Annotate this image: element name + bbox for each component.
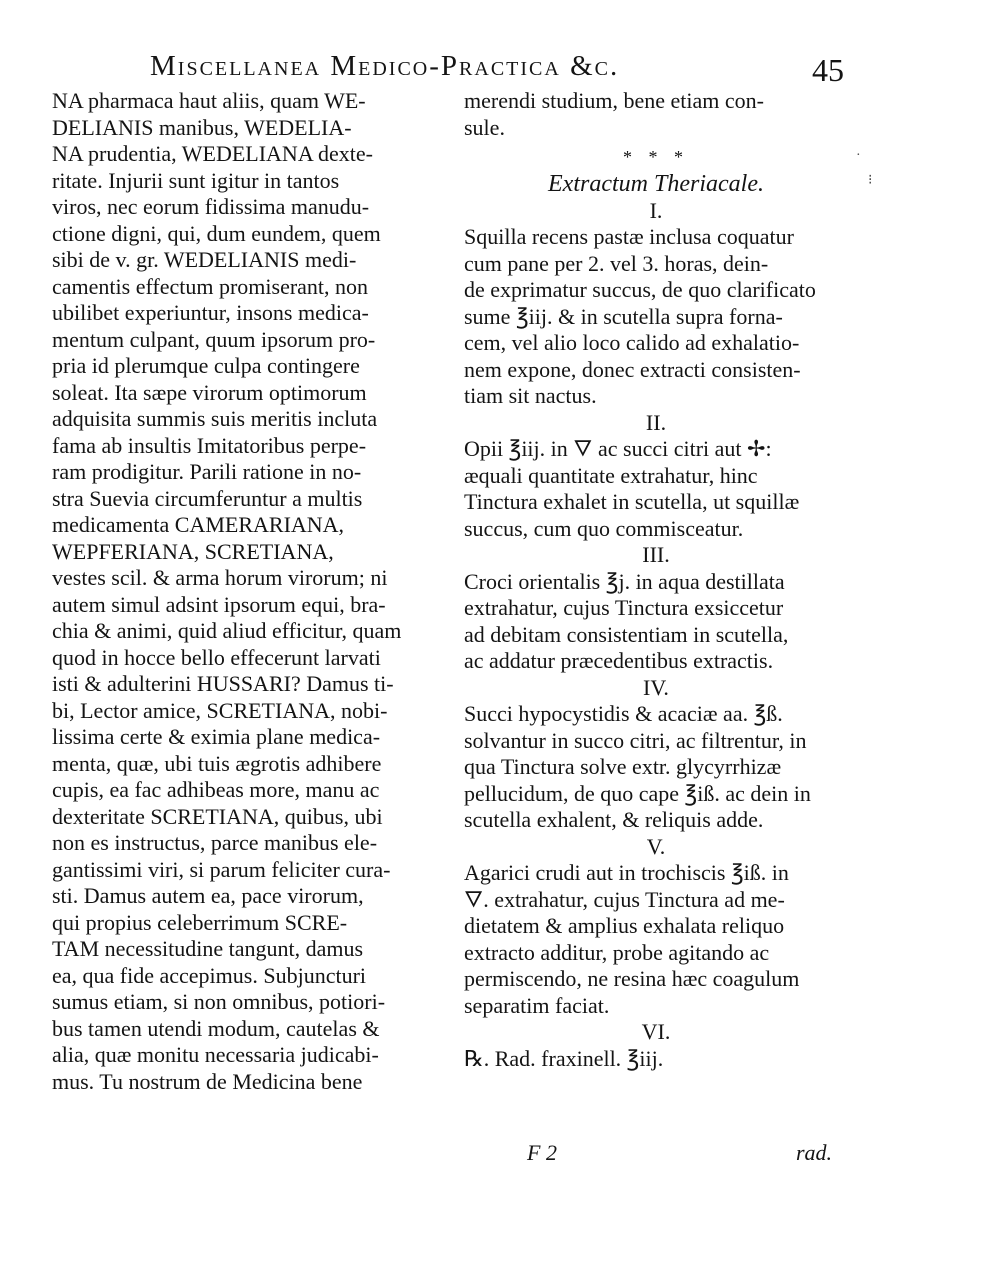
recipe-line: permiscendo, ne resina hæc coagulum — [464, 966, 800, 991]
text-line: chia & animi, quid aliud efficitur, quam — [52, 618, 402, 643]
recipe-line: separatim faciat. — [464, 992, 610, 1018]
running-head: Miscellanea Medico-Practica &c. — [150, 50, 620, 82]
recipe-line: 🜄. extrahatur, cujus Tinctura ad me- — [464, 886, 785, 912]
recipe-line: ac addatur præcedentibus extractis. — [464, 648, 774, 673]
recipe-line: dietatem & amplius exhalata reliquo — [464, 913, 785, 938]
text-line: soleat. Ita sæpe virorum optimorum — [52, 379, 367, 405]
signature-mark: F 2 — [527, 1140, 557, 1165]
text-line: isti & adulterini HUSSARI? Damus ti- — [52, 671, 394, 696]
text-line: ea, qua fide accepimus. Subjuncturi — [52, 962, 367, 988]
text-line: autem simul adsint ipsorum equi, bra- — [52, 591, 386, 617]
text-line: bus tamen utendi modum, cautelas & — [52, 1015, 380, 1041]
section-numeral: III. — [642, 542, 670, 567]
recipe-line: Succi hypocystidis & acaciæ aa. ℥ß. — [464, 701, 783, 726]
recipe-line: pellucidum, de quo cape ℥iß. ac dein in — [464, 780, 811, 806]
text-line: NA prudentia, WEDELIANA dexte- — [52, 141, 373, 166]
asterism: * * * — [623, 147, 689, 167]
recipe-line: ad debitam consistentiam in scutella, — [464, 621, 789, 647]
recipe-line: ℞. Rad. fraxinell. ℥iij. — [464, 1045, 664, 1071]
margin-mark: ⁝ — [868, 173, 873, 188]
recipe-line: succus, cum quo commisceatur. — [464, 515, 744, 541]
text-line: WEPFERIANA, SCRETIANA, — [52, 538, 334, 564]
page-number: 45 — [812, 52, 844, 88]
text-line: stra Suevia circumferuntur a multis — [52, 485, 363, 511]
text-line: fama ab insultis Imitatoribus perpe- — [52, 432, 367, 458]
text-line: non es instructus, parce manibus ele- — [52, 830, 378, 855]
recipe-line: sume ℥iij. & in scutella supra forna- — [464, 303, 783, 329]
text-line: ritate. Injurii sunt igitur in tantos — [52, 167, 340, 193]
recipe-line: tiam sit nactus. — [464, 383, 597, 408]
text-line: sumus etiam, si non omnibus, potiori- — [52, 989, 386, 1014]
text-line: qui propius celeberrimum SCRE- — [52, 909, 348, 935]
section-numeral: I. — [649, 197, 663, 223]
text-line: bi, Lector amice, SCRETIANA, nobi- — [52, 697, 388, 723]
text-line: ctione digni, qui, dum eundem, quem — [52, 220, 381, 246]
recipe-line: Agarici crudi aut in trochiscis ℥iß. in — [464, 860, 789, 885]
text-line: viros, nec eorum fidissima manudu- — [52, 194, 370, 219]
recipe-line: cem, vel alio loco calido ad exhalatio- — [464, 330, 800, 355]
text-line: cupis, ea fac adhibeas more, manu ac — [52, 777, 380, 802]
section-numeral: V. — [646, 833, 666, 859]
text-line: quod in hocce bello effecerunt larvati — [52, 644, 381, 670]
text-line: DELIANIS manibus, WEDELIA- — [52, 114, 352, 140]
recipe-line: extracto additur, probe agitando ac — [464, 939, 770, 965]
catchword: rad. — [796, 1140, 833, 1165]
recipe-line: æquali quantitate extrahatur, hinc — [464, 462, 758, 488]
text-line: mus. Tu nostrum de Medicina bene — [52, 1068, 363, 1094]
margin-mark: · — [856, 148, 861, 163]
text-line: menta, quæ, ubi tuis ægrotis adhibere — [52, 750, 382, 776]
section-numeral: VI. — [641, 1019, 671, 1044]
recipe-line: Tinctura exhalet in scutella, ut squillæ — [464, 489, 800, 514]
recipe-line: Squilla recens pastæ inclusa coquatur — [464, 224, 794, 249]
section-numeral: II. — [645, 409, 667, 435]
recipe-line: extrahatur, cujus Tinctura exsiccetur — [464, 595, 784, 620]
left-column — [52, 88, 448, 1095]
recipe-line: cum pane per 2. vel 3. horas, dein- — [464, 250, 769, 276]
text-line: TAM necessitudine tangunt, damus — [52, 936, 364, 961]
text-line: sti. Damus autem ea, pace virorum, — [52, 883, 364, 908]
text-line: lissima certe & eximia plane medica- — [52, 724, 381, 749]
recipe-line: de exprimatur succus, de quo clarificato — [464, 277, 816, 302]
recipe-line: Croci orientalis ℥j. in aqua destillata — [464, 568, 785, 594]
text-line: sibi de v. gr. WEDELIANIS medi- — [52, 247, 357, 272]
text-line: NA pharmaca haut aliis, quam WE- — [52, 88, 366, 113]
recipe-line: scutella exhalent, & reliquis adde. — [464, 807, 764, 832]
text-line: adquisita summis suis meritis incluta — [52, 406, 378, 431]
recipe-line: nem expone, donec extracti consisten- — [464, 356, 801, 382]
right-column — [464, 88, 848, 1072]
text-line: camentis effectum promiserant, non — [52, 273, 369, 299]
intro-line: sule. — [464, 114, 505, 140]
section-numeral: IV. — [643, 674, 669, 700]
text-line: ram prodigitur. Parili ratione in no- — [52, 459, 362, 484]
intro-line: merendi studium, bene etiam con- — [464, 88, 764, 113]
section-heading: Extractum Theriacale. — [548, 171, 764, 197]
text-line: gantissimi viri, si parum feliciter cura- — [52, 856, 391, 882]
text-line: medicamenta CAMERARIANA, — [52, 512, 345, 537]
recipe-line: solvantur in succo citri, ac filtrentur, in — [464, 727, 807, 753]
text-line: pria id plerumque culpa contingere — [52, 353, 360, 378]
recipe-line: qua Tinctura solve extr. glycyrrhizæ — [464, 754, 782, 779]
recipe-sections — [464, 198, 848, 1073]
text-line: ubilibet experiuntur, insons medica- — [52, 300, 369, 325]
text-line: dexteritate SCRETIANA, quibus, ubi — [52, 803, 383, 829]
text-line: mentum culpant, quum ipsorum pro- — [52, 326, 376, 352]
text-line: alia, quæ monitu necessaria judicabi- — [52, 1042, 379, 1067]
recipe-line: Opii ℥iij. in 🜄 ac succi citri aut ✢: — [464, 436, 772, 461]
text-line: vestes scil. & arma horum virorum; ni — [52, 565, 388, 590]
